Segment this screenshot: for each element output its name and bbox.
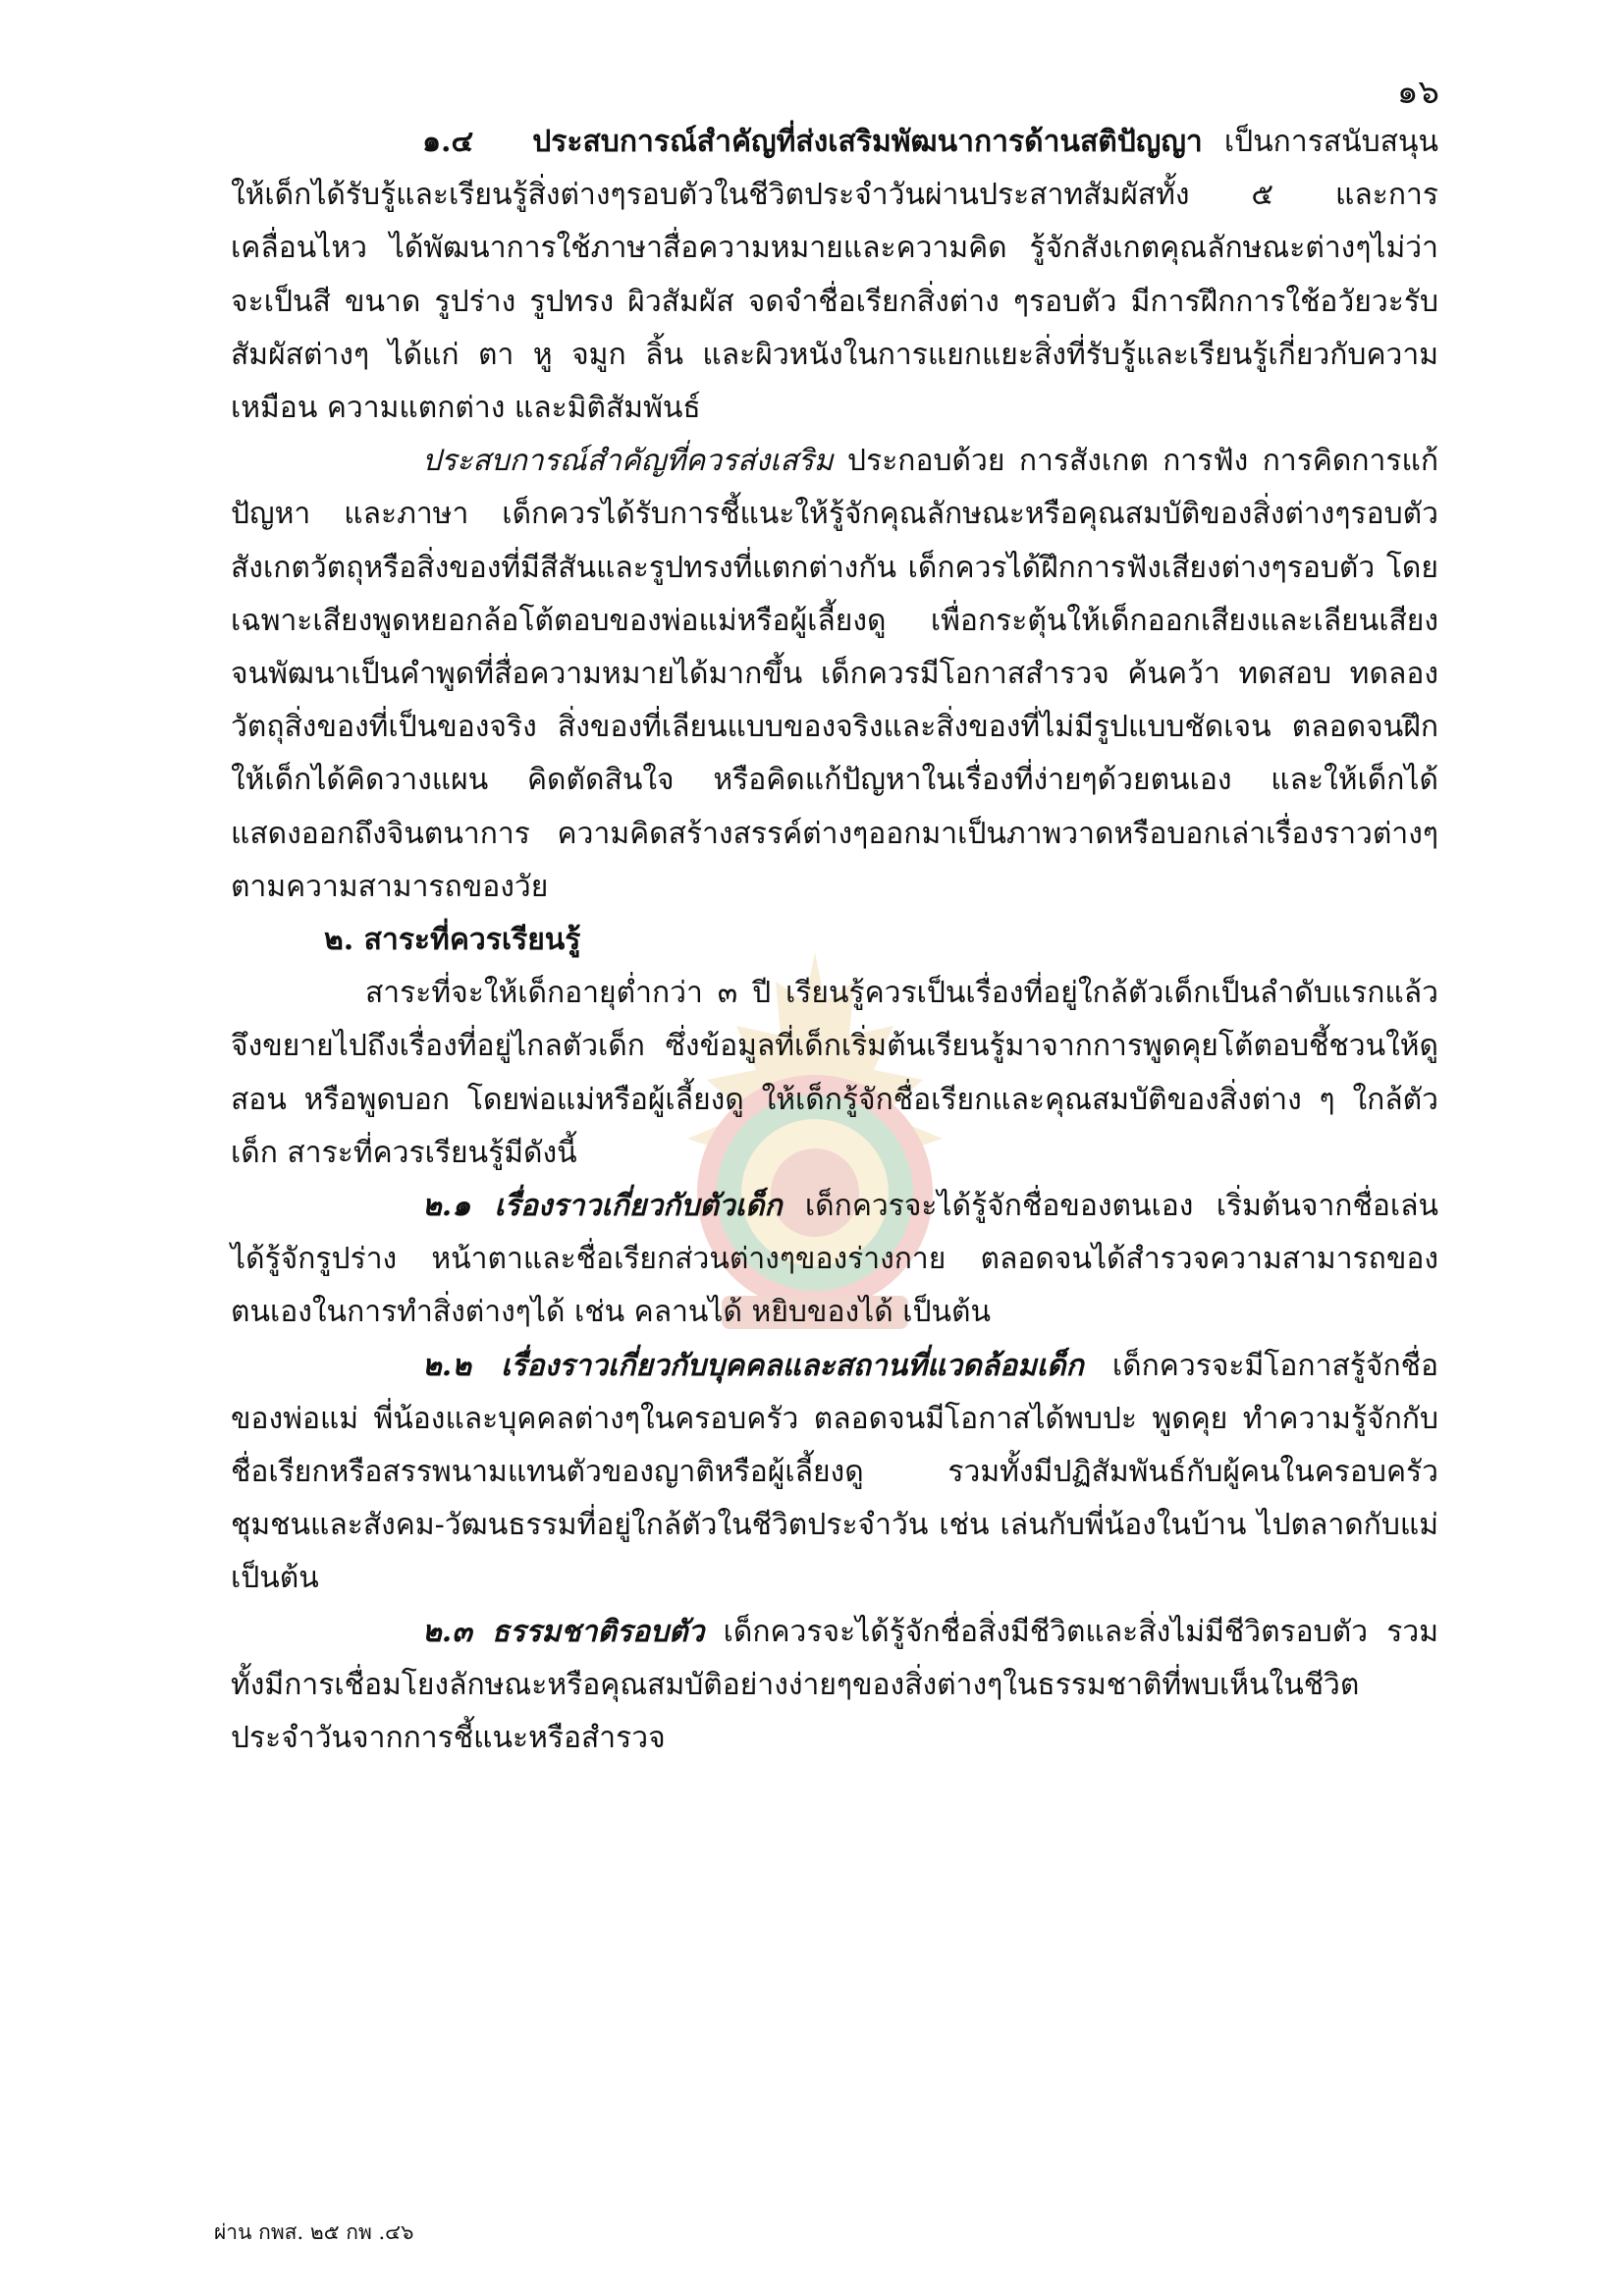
document-body xyxy=(231,116,1438,1765)
section-2-1-title: ๒.๑ เรื่องราวเกี่ยวกับตัวเด็ก xyxy=(422,1189,783,1224)
section-2-heading: ๒. สาระที่ควรเรียนรู้ xyxy=(324,923,581,958)
section-1-4-number: ๑.๔ xyxy=(422,125,474,159)
section-2-2 xyxy=(231,1340,1438,1606)
section-2-2-text: เด็กควรจะมีโอกาสรู้จักชื่อของพ่อแม่ พี่น้องและบุคคลต่างๆในครอบครัว ตลอดจนมีโอกาสได้พบปะ พูดคุย ทำความรู้จักกับชื่อเรียกหรือสรรพนามแทนตัวของญาติหรือผู้เลี้ยงดู รวมทั้งมีปฏิสัมพันธ์กับผู้คนในครอบครัว ชุมชนและสังคม-วัฒนธรรมที่อยู่ใกล้ตัวในชีวิตประจำวัน เช่น เล่นกับพี่น้องในบ้าน ไปตลาดกับแม่ เป็นต้น xyxy=(231,1348,1438,1596)
section-1-4-text: เป็นการสนับสนุนให้เด็กได้รับรู้และเรียนรู้สิ่งต่างๆรอบตัวในชีวิตประจำวันผ่านประสาทสัมผัสทั้ง ๕ และการเคลื่อนไหว ได้พัฒนาการใช้ภาษาสื่อความหมายและความคิด รู้จักสังเกตคุณลักษณะต่างๆไม่ว่าจะเป็นสี ขนาด รูปร่าง รูปทรง ผิวสัมผัส จดจำชื่อเรียกสิ่งต่าง ๆรอบตัว มีการฝึกการใช้อวัยวะรับสัมผัสต่างๆ ได้แก่ ตา หู จมูก ลิ้น และผิวหนังในการแยกแยะสิ่งที่รับรู้และเรียนรู้เกี่ยวกับความเหมือน ความแตกต่าง และมิติสัมพันธ์ xyxy=(231,125,1438,426)
section-2-3-text: เด็กควรจะได้รู้จักชื่อสิ่งมีชีวิตและสิ่งไม่มีชีวิตรอบตัว รวมทั้งมีการเชื่อมโยงลักษณะหรือคุณสมบัติอย่างง่ายๆของสิ่งต่างๆในธรรมชาติที่พบเห็นในชีวิตประจำวันจากการชี้แนะหรือสำรวจ xyxy=(231,1614,1438,1756)
section-2-3-title: ๒.๓ ธรรมชาติรอบตัว xyxy=(422,1614,705,1649)
section-2-2-title: ๒.๒ เรื่องราวเกี่ยวกับบุคคลและสถานที่แวดล้อมเด็ก xyxy=(422,1348,1084,1383)
section-1-4 xyxy=(231,116,1438,435)
section-2-3 xyxy=(231,1606,1438,1766)
experience-paragraph xyxy=(231,435,1438,914)
section-2-1 xyxy=(231,1180,1438,1340)
page-number: ๑๖ xyxy=(1396,73,1439,112)
section-2-1-text: เด็กควรจะได้รู้จักชื่อของตนเอง เริ่มต้นจากชื่อเล่น ได้รู้จักรูปร่าง หน้าตาและชื่อเรียกส่วนต่างๆของร่างกาย ตลอดจนได้สำรวจความสามารถของตนเองในการทำสิ่งต่างๆได้ เช่น คลานได้ หยิบของได้ เป็นต้น xyxy=(231,1189,1438,1330)
section-2-paragraph: สาระที่จะให้เด็กอายุต่ำกว่า ๓ ปี เรียนรู้ควรเป็นเรื่องที่อยู่ใกล้ตัวเด็กเป็นลำดับแรกแล้วจึงขยายไปถึงเรื่องที่อยู่ไกลตัวเด็ก ซึ่งข้อมูลที่เด็กเริ่มต้นเรียนรู้มาจากการพูดคุยโต้ตอบชี้ชวนให้ดู สอน หรือพูดบอก โดยพ่อแม่หรือผู้เลี้ยงดู ให้เด็กรู้จักชื่อเรียกและคุณสมบัติของสิ่งต่าง ๆ ใกล้ตัวเด็ก สาระที่ควรเรียนรู้มีดังนี้ xyxy=(231,976,1438,1170)
section-1-4-title: ประสบการณ์สำคัญที่ส่งเสริมพัฒนาการด้านสติปัญญา xyxy=(532,125,1203,159)
footer-note: ผ่าน กพส. ๒๕ กพ .๔๖ xyxy=(214,2220,414,2244)
experience-label: ประสบการณ์สำคัญที่ควรส่งเสริม xyxy=(422,444,834,479)
experience-text: ประกอบด้วย การสังเกต การฟัง การคิดการแก้ปัญหา และภาษา เด็กควรได้รับการชี้แนะให้รู้จักคุณลักษณะหรือคุณสมบัติของสิ่งต่างๆรอบตัว สังเกตวัตถุหรือสิ่งของที่มีสีสันและรูปทรงที่แตกต่างกัน เด็กควรได้ฝึกการฟังเสียงต่างๆรอบตัว โดยเฉพาะเสียงพูดหยอกล้อโต้ตอบของพ่อแม่หรือผู้เลี้ยงดู เพื่อกระตุ้นให้เด็กออกเสียงและเลียนเสียงจนพัฒนาเป็นคำพูดที่สื่อความหมายได้มากขึ้น เด็กควรมีโอกาสสำรวจ ค้นคว้า ทดสอบ ทดลองวัตถุสิ่งของที่เป็นของจริง สิ่งของที่เลียนแบบของจริงและสิ่งของที่ไม่มีรูปแบบชัดเจน ตลอดจนฝึกให้เด็กได้คิดวางแผน คิดตัดสินใจ หรือคิดแก้ปัญหาในเรื่องที่ง่ายๆด้วยตนเอง และให้เด็กได้แสดงออกถึงจินตนาการ ความคิดสร้างสรรค์ต่างๆออกมาเป็นภาพวาดหรือบอกเล่าเรื่องราวต่างๆตามความสามารถของวัย xyxy=(231,444,1438,904)
